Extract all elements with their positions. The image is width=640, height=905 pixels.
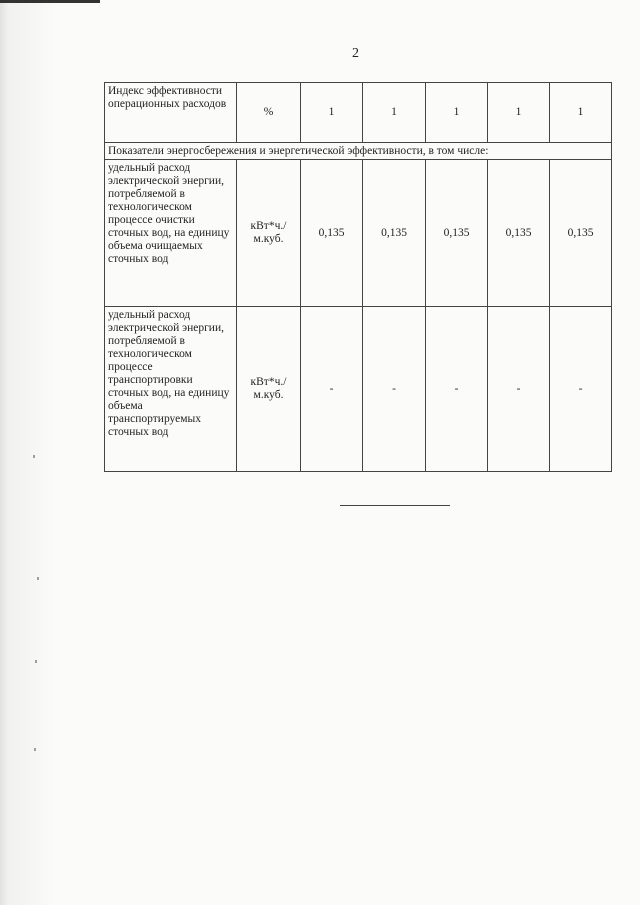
page-number: 2 bbox=[352, 46, 359, 61]
value-cell: 1 bbox=[550, 83, 612, 143]
value-cell: 0,135 bbox=[488, 160, 550, 307]
value-cell: - bbox=[426, 307, 488, 472]
value-cell: 0,135 bbox=[363, 160, 426, 307]
indicator-name-cell bbox=[105, 307, 237, 472]
value-cell: 0,135 bbox=[550, 160, 612, 307]
indicator-name-cell bbox=[105, 160, 237, 307]
indicator-name-cell bbox=[105, 83, 237, 143]
scan-speck bbox=[33, 455, 35, 458]
unit-text: % bbox=[263, 106, 274, 118]
table-row bbox=[105, 83, 612, 143]
unit-cell bbox=[237, 160, 301, 307]
scan-speck bbox=[34, 748, 36, 751]
scan-edge-shadow bbox=[0, 0, 58, 905]
table-row bbox=[105, 160, 612, 307]
scan-speck bbox=[35, 660, 37, 663]
table-row bbox=[105, 307, 612, 472]
indicator-name: удельный расход электрической энергии, потребляемой в технологическом процессе очистки сточных вод, на единицу объема очищаемых сточных вод bbox=[108, 162, 230, 265]
unit-text: кВт*ч./м.куб. bbox=[250, 376, 287, 401]
section-header: Показатели энергосбережения и энергетической эффективности, в том числе: bbox=[108, 144, 489, 157]
unit-text: кВт*ч./м.куб. bbox=[250, 220, 287, 245]
section-header-row bbox=[105, 143, 612, 160]
value-cell: - bbox=[301, 307, 363, 472]
value-cell: - bbox=[550, 307, 612, 472]
indicator-name: Индекс эффективности операционных расходов bbox=[108, 85, 227, 110]
value-cell: 0,135 bbox=[301, 160, 363, 307]
value-cell: 1 bbox=[363, 83, 426, 143]
scan-top-mark bbox=[0, 0, 100, 3]
scan-speck bbox=[37, 577, 39, 580]
unit-cell bbox=[237, 83, 301, 143]
indicator-name: удельный расход электрической энергии, потребляемой в технологическом процессе транспортировки сточных вод, на единицу объема транспортируемых сточных вод bbox=[108, 309, 230, 438]
section-header-cell bbox=[105, 143, 612, 160]
end-separator-line bbox=[340, 505, 450, 506]
indicators-table bbox=[104, 82, 612, 472]
value-cell: 0,135 bbox=[426, 160, 488, 307]
unit-cell bbox=[237, 307, 301, 472]
value-cell: 1 bbox=[488, 83, 550, 143]
value-cell: - bbox=[488, 307, 550, 472]
value-cell: - bbox=[363, 307, 426, 472]
value-cell: 1 bbox=[301, 83, 363, 143]
value-cell: 1 bbox=[426, 83, 488, 143]
